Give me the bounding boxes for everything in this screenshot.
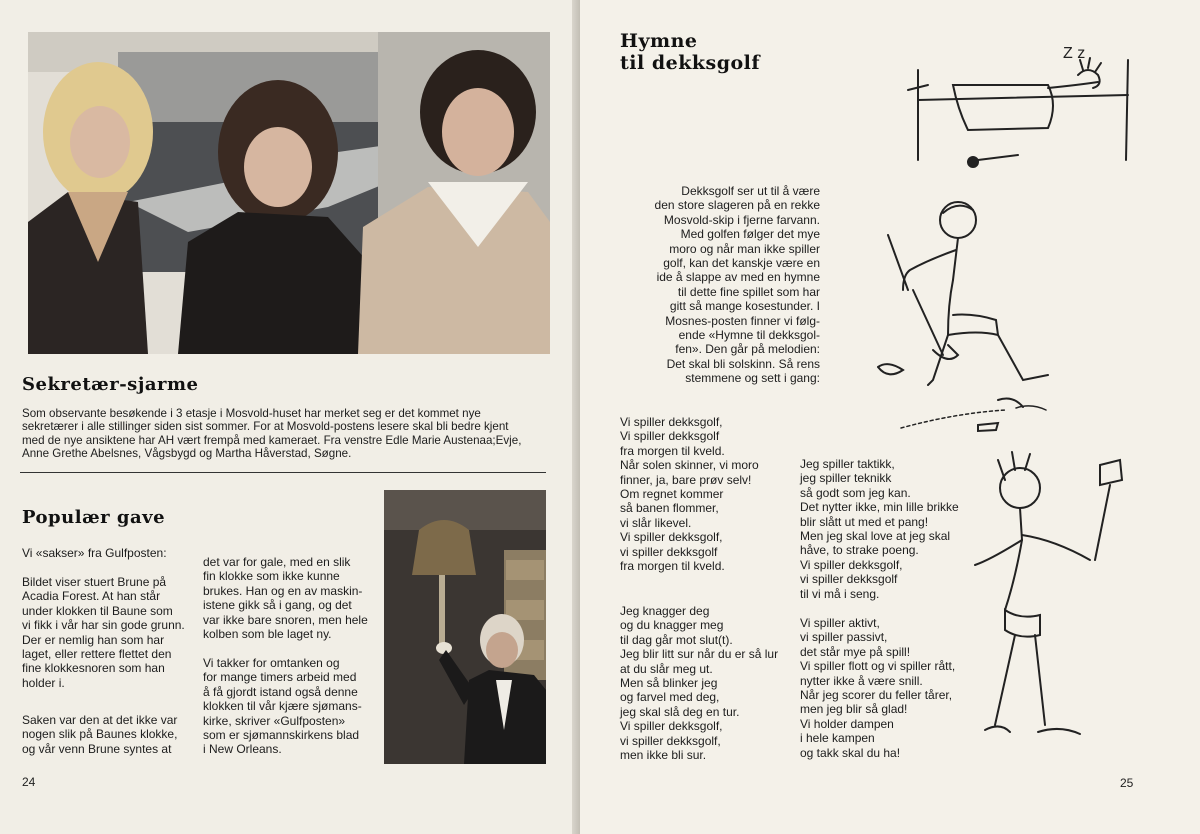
photo-three-secretaries-image bbox=[28, 32, 550, 354]
hymne-verse-3: Jeg spiller taktikk, jeg spiller teknikk så godt som jeg kan. Det nytter ikke, min lille brikke blir slått ut med et pang! Men jeg skal love at jeg skal håve, to strake poeng. Vi spiller dekksgolf, vi spiller dekksgolf til vi må i seng. bbox=[800, 457, 959, 601]
cartoon-sleeping-golfer bbox=[898, 30, 1138, 170]
hymne-verse-2: Jeg knagger deg og du knagger meg til dag går mot slut(t). Jeg blir litt sur når du er så lur at du slår meg ut. Men så blinker jeg og farvel med deg, jeg skal slå deg en tur. Vi spiller dekksgolf, vi spiller dekksgolf, men ikke bli sur. bbox=[620, 604, 779, 763]
gave-column1-para1: Vi «sakser» fra Gulfposten: bbox=[22, 546, 167, 560]
page-number-left: 24 bbox=[22, 775, 36, 789]
photo-three-secretaries bbox=[28, 32, 550, 354]
page-number-right: 25 bbox=[1120, 776, 1134, 790]
cartoon-standing-golfer bbox=[960, 440, 1170, 770]
article-sekretaer-body: Som observante besøkende i 3 etasje i Mosvold-huset har merket seg er det kommet nye sekretærer i alle stillinger siden sist sommer. For at Mosvold-postens lesere skal bli bedre kjent med de nye ansiktene har AH vært frempå med kameraet. Fra venstre Edle Marie Austenaa;Evje, Anne Grethe Abelsnes, Vågsbygd og Martha Håverstad, Søgne. bbox=[22, 407, 522, 461]
hymne-intro: Dekksgolf ser ut til å være den store slageren på en rekke Mosvold-skip i fjerne farvann. Med golfen følger det mye moro og når man ikke spiller golf, kan det kanskje være en ide å slappe av med en hymne til dette fine spillet som har gitt så mange kosestunder. I Mosnes-posten finner vi følg- ende «Hymne til dekksgol- fen». Den går på melodien: Det skal bli solskinn. Så rens stemmene og sett i gang: bbox=[654, 184, 820, 386]
section-divider bbox=[20, 472, 546, 473]
cartoon-motion-line bbox=[896, 398, 1116, 438]
gave-column1-para2: Bildet viser stuert Brune på Acadia Forest. At han står under klokken til Baune som vi fikk i vår har sin gode grunn. Der er nemlig han som har laget, eller rettere flettet den fine klokkesnoren som han holder i. bbox=[22, 575, 185, 690]
right-page bbox=[580, 0, 1200, 834]
hymne-verse-1: Vi spiller dekksgolf, Vi spiller dekksgolf fra morgen til kveld. Når solen skinner, vi moro finner, ja, bare prøv selv! Om regnet kommer så banen flommer, vi slår likevel. Vi spiller dekksgolf, vi spiller dekksgolf fra morgen til kveld. bbox=[620, 415, 759, 574]
headline-sekretaer-sjarme: Sekretær-sjarme bbox=[22, 374, 199, 395]
cartoon-sleep-zz: Z z bbox=[1063, 45, 1086, 62]
photo-bell-steward-image bbox=[384, 490, 546, 764]
photo-bell-steward bbox=[384, 490, 546, 764]
left-page bbox=[0, 0, 596, 834]
hymne-verse-4: Vi spiller aktivt, vi spiller passivt, det står mye på spill! Vi spiller flott og vi spiller rått, nytter ikke å være snill. Når jeg scorer du feller tårer, men jeg blir så glad! Vi holder dampen i hele kampen og takk skal du ha! bbox=[800, 616, 956, 760]
gave-column2-para1: det var for gale, med en slik fin klokke som ikke kunne brukes. Han og en av maskin- istene gikk så i gang, og det var ikke bare snoren, men hele kolben som ble laget ny. bbox=[203, 555, 368, 642]
headline-populaer-gave: Populær gave bbox=[22, 507, 166, 528]
title-hymne-til-dekksgolf: Hymne til dekksgolf bbox=[620, 30, 761, 74]
gave-column1-para3: Saken var den at det ikke var nogen slik på Baunes klokke, og vår venn Brune syntes at bbox=[22, 713, 178, 756]
gave-column2-para2: Vi takker for omtanken og for mange timers arbeid med å få gjordt istand også denne klokken til vår kjære sjømans- kirke, skriver «Gulfposten» som er sjømannskirkens blad i New Orleans. bbox=[203, 656, 362, 757]
